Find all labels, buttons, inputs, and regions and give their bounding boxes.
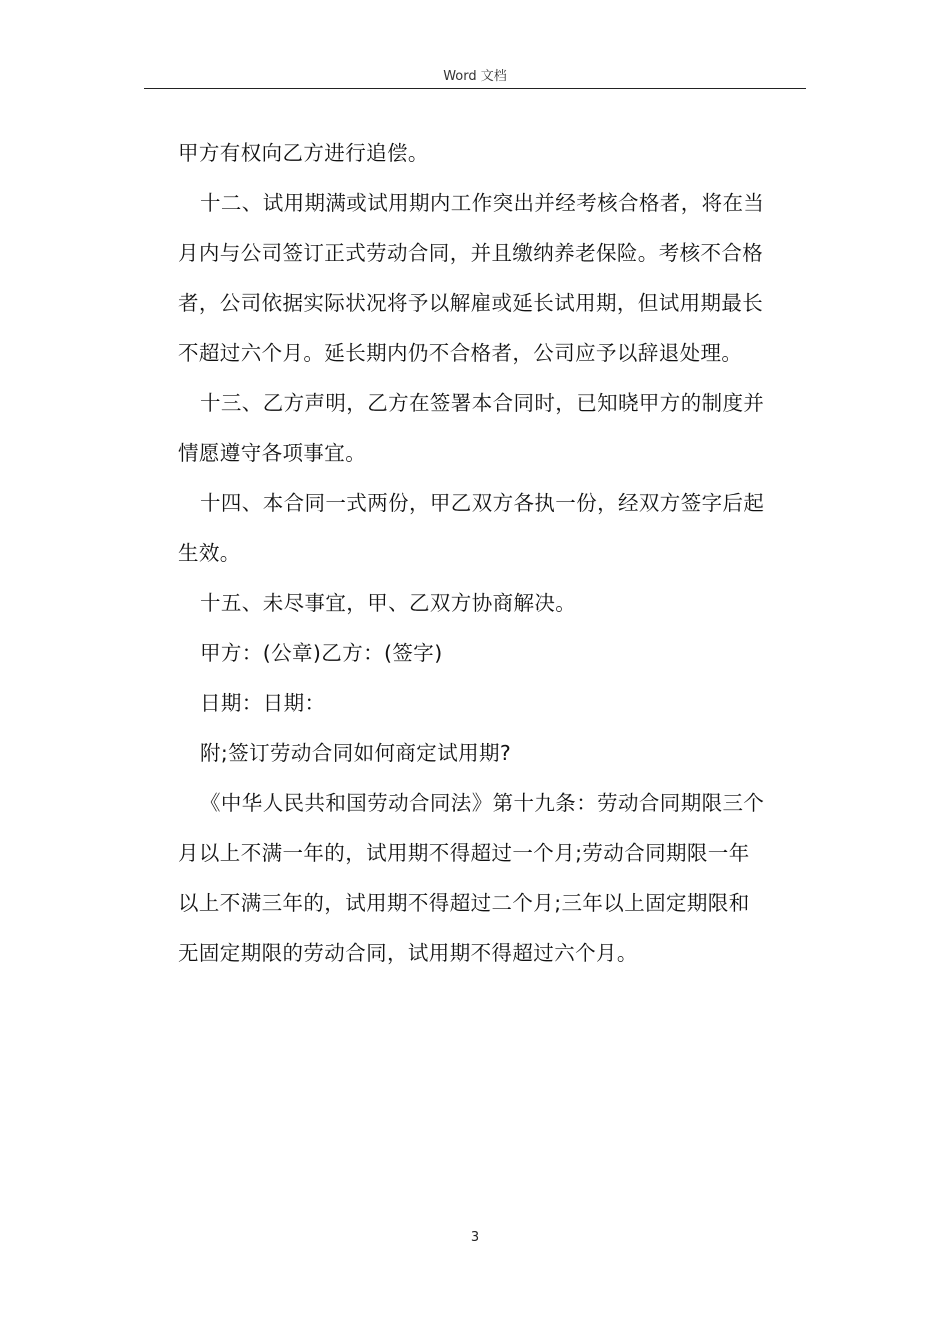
law-citation-line-2: 月以上不满一年的，试用期不得超过一个月;劳动合同期限一年 bbox=[178, 841, 750, 865]
law-citation-line-3: 以上不满三年的，试用期不得超过二个月;三年以上固定期限和 bbox=[178, 891, 750, 915]
clause-15-line-1: 十五、未尽事宜，甲、乙双方协商解决。 bbox=[200, 591, 577, 615]
law-citation-line-1: 《中华人民共和国劳动合同法》第十九条：劳动合同期限三个 bbox=[200, 791, 765, 815]
clause-12-line-2: 月内与公司签订正式劳动合同，并且缴纳养老保险。考核不合格 bbox=[178, 241, 764, 265]
text-line: 甲方有权向乙方进行追偿。 bbox=[178, 141, 429, 165]
document-body bbox=[178, 128, 804, 978]
header-divider bbox=[144, 88, 806, 89]
signature-line: 甲方：(公章)乙方：(签字) bbox=[200, 641, 443, 665]
appendix-title: 附;签订劳动合同如何商定试用期? bbox=[200, 741, 512, 765]
clause-13-line-2: 情愿遵守各项事宜。 bbox=[178, 441, 367, 465]
page-number: 3 bbox=[470, 1230, 480, 1245]
date-line: 日期：日期： bbox=[200, 691, 326, 715]
law-citation-line-4: 无固定期限的劳动合同，试用期不得超过六个月。 bbox=[178, 941, 638, 965]
clause-14-line-2: 生效。 bbox=[178, 541, 241, 565]
clause-14-line-1: 十四、本合同一式两份，甲乙双方各执一份，经双方签字后起 bbox=[200, 491, 765, 515]
clause-12-line-4: 不超过六个月。延长期内仍不合格者，公司应予以辞退处理。 bbox=[178, 341, 743, 365]
header-title: Word 文档 bbox=[443, 69, 507, 84]
clause-12-line-3: 者，公司依据实际状况将予以解雇或延长试用期，但试用期最长 bbox=[178, 291, 764, 315]
clause-12-line-1: 十二、试用期满或试用期内工作突出并经考核合格者，将在当 bbox=[200, 191, 765, 215]
clause-13-line-1: 十三、乙方声明，乙方在签署本合同时，已知晓甲方的制度并 bbox=[200, 391, 765, 415]
